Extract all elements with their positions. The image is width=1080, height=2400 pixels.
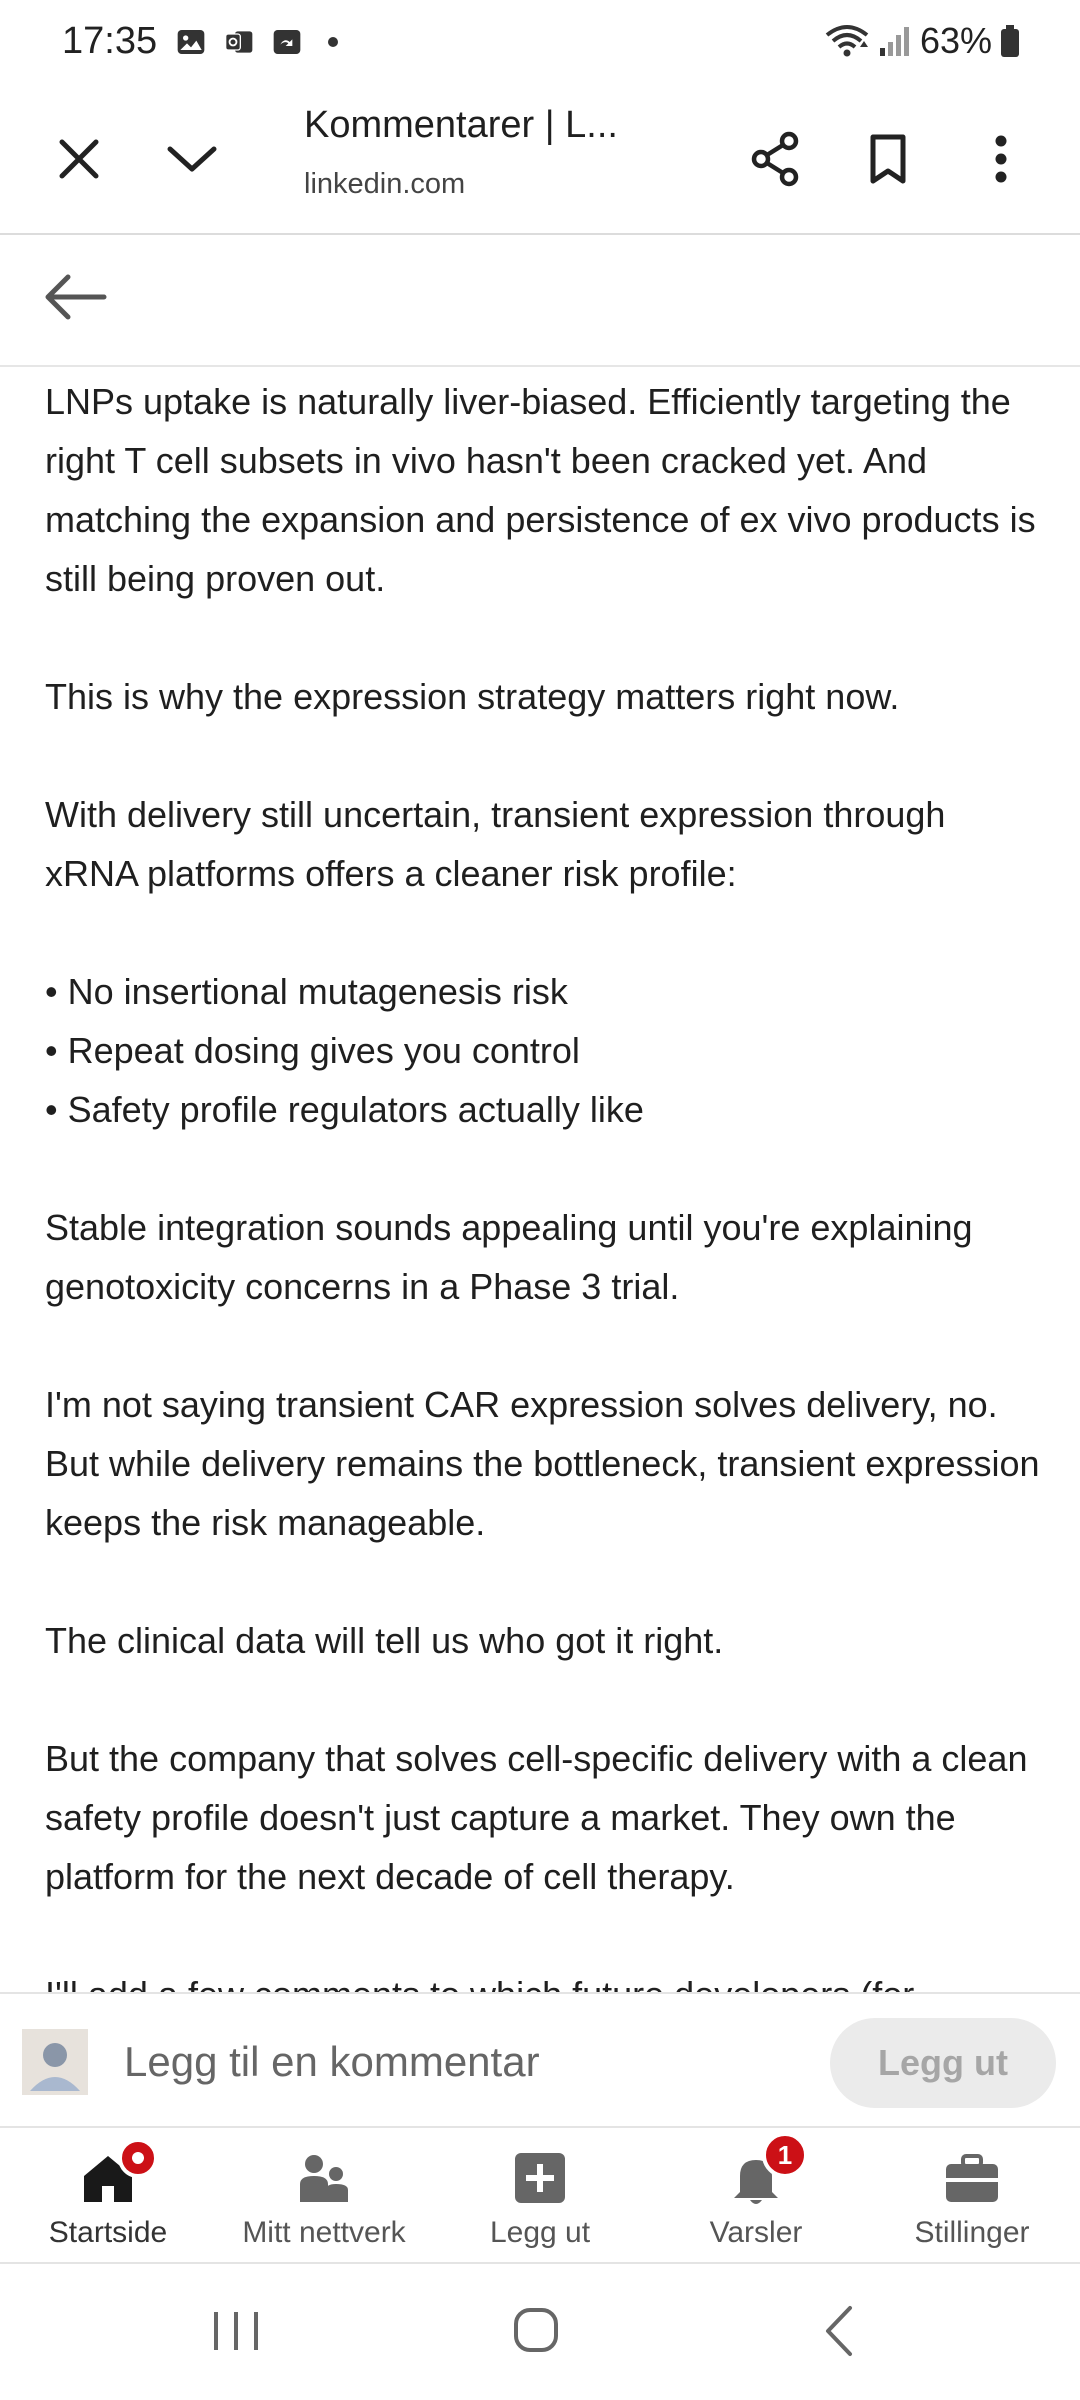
comment-bar: [0, 1992, 1080, 2128]
custom-tab-header: [0, 90, 1080, 235]
post-paragraph: The clinical data will tell us who got it right.: [45, 1620, 724, 1661]
bullet-item: • No insertional mutagenesis risk: [45, 971, 568, 1012]
dot-icon: [328, 37, 338, 47]
close-button[interactable]: [44, 124, 114, 194]
add-post-icon: [510, 2148, 570, 2208]
system-navigation: [0, 2266, 1080, 2400]
outlook-icon: [222, 26, 256, 58]
post-paragraph: Stable integration sounds appealing until you're explaining genotoxicity concerns in a Phase 3 trial.: [45, 1207, 973, 1307]
post-paragraph: I'm not saying transient CAR expression solves delivery, no. But while delivery remains the bottleneck, transient expression keeps the risk manageable.: [45, 1384, 1040, 1543]
nav-label: Mitt nettverk: [242, 2216, 406, 2249]
page-url: linkedin.com: [304, 168, 466, 200]
user-avatar-icon: [22, 2029, 88, 2095]
nav-label: Varsler: [709, 2216, 803, 2249]
back-chevron-icon: [800, 2296, 880, 2366]
minimize-button[interactable]: [157, 124, 227, 194]
more-vert-icon: [994, 134, 1008, 184]
more-options-button[interactable]: [966, 124, 1036, 194]
page-nav-bar: [0, 237, 1080, 367]
post-paragraph: But the company that solves cell-specific delivery with a clean safety profile doesn't just capture a market. They own the platform for the next decade of cell therapy.: [45, 1738, 1028, 1897]
share-button[interactable]: [740, 124, 810, 194]
battery-percent: 63%: [919, 20, 992, 61]
nav-item-stillinger[interactable]: [864, 2130, 1080, 2264]
briefcase-icon: [942, 2148, 1002, 2208]
nav-item-startside[interactable]: [0, 2130, 216, 2264]
system-back-button[interactable]: [800, 2296, 880, 2366]
post-comment-button[interactable]: Legg ut: [830, 2018, 1056, 2108]
nav-item-legg-ut[interactable]: [432, 2130, 648, 2264]
bullet-item: • Safety profile regulators actually like: [45, 1089, 644, 1130]
bookmark-icon: [868, 133, 908, 185]
status-bar: [0, 0, 1080, 90]
post-paragraph: This is why the expression strategy matters right now.: [45, 676, 900, 717]
chevron-down-icon: [166, 143, 218, 175]
avatar: [22, 2029, 88, 2095]
system-status: [824, 20, 1020, 62]
post-content: [45, 372, 1045, 1992]
recents-button[interactable]: [196, 2296, 276, 2366]
tablet-icon: [270, 26, 304, 58]
nav-label: Startside: [48, 2216, 168, 2249]
notification-dot: [118, 2138, 158, 2178]
bookmark-button[interactable]: [853, 124, 923, 194]
status-time: 17:35: [62, 20, 158, 62]
nav-label: Legg ut: [489, 2216, 591, 2249]
close-icon: [57, 137, 101, 181]
arrow-left-icon: [40, 267, 110, 327]
network-icon: [294, 2148, 354, 2208]
notification-count-badge: 1: [762, 2132, 808, 2178]
bottom-navigation: [0, 2130, 1080, 2264]
comment-input[interactable]: [124, 2032, 784, 2092]
wifi-icon: [824, 23, 870, 59]
recents-icon: [196, 2296, 276, 2366]
nav-item-mitt-nettverk[interactable]: [216, 2130, 432, 2264]
nav-item-varsler[interactable]: [648, 2130, 864, 2264]
page-title: Kommentarer | L...: [304, 104, 618, 146]
home-circle-icon: [496, 2296, 576, 2366]
post-paragraph: LNPs uptake is naturally liver-biased. Efficiently targeting the right T cell subsets in vivo hasn't been cracked yet. And matching the expansion and persistence of ex vivo products is still being proven out.: [45, 381, 1036, 599]
bullet-item: • Repeat dosing gives you control: [45, 1030, 580, 1071]
home-button[interactable]: [496, 2296, 576, 2366]
share-icon: [749, 131, 801, 187]
battery-icon: [1000, 24, 1020, 58]
post-paragraph: With delivery still uncertain, transient expression through xRNA platforms offers a cleaner risk profile:: [45, 794, 946, 894]
image-icon: [174, 26, 208, 58]
nav-label: Stillinger: [914, 2216, 1030, 2249]
signal-icon: [878, 24, 912, 58]
back-button[interactable]: [40, 267, 120, 337]
bullet-list: [45, 962, 1045, 1139]
notification-icons: [174, 26, 338, 58]
